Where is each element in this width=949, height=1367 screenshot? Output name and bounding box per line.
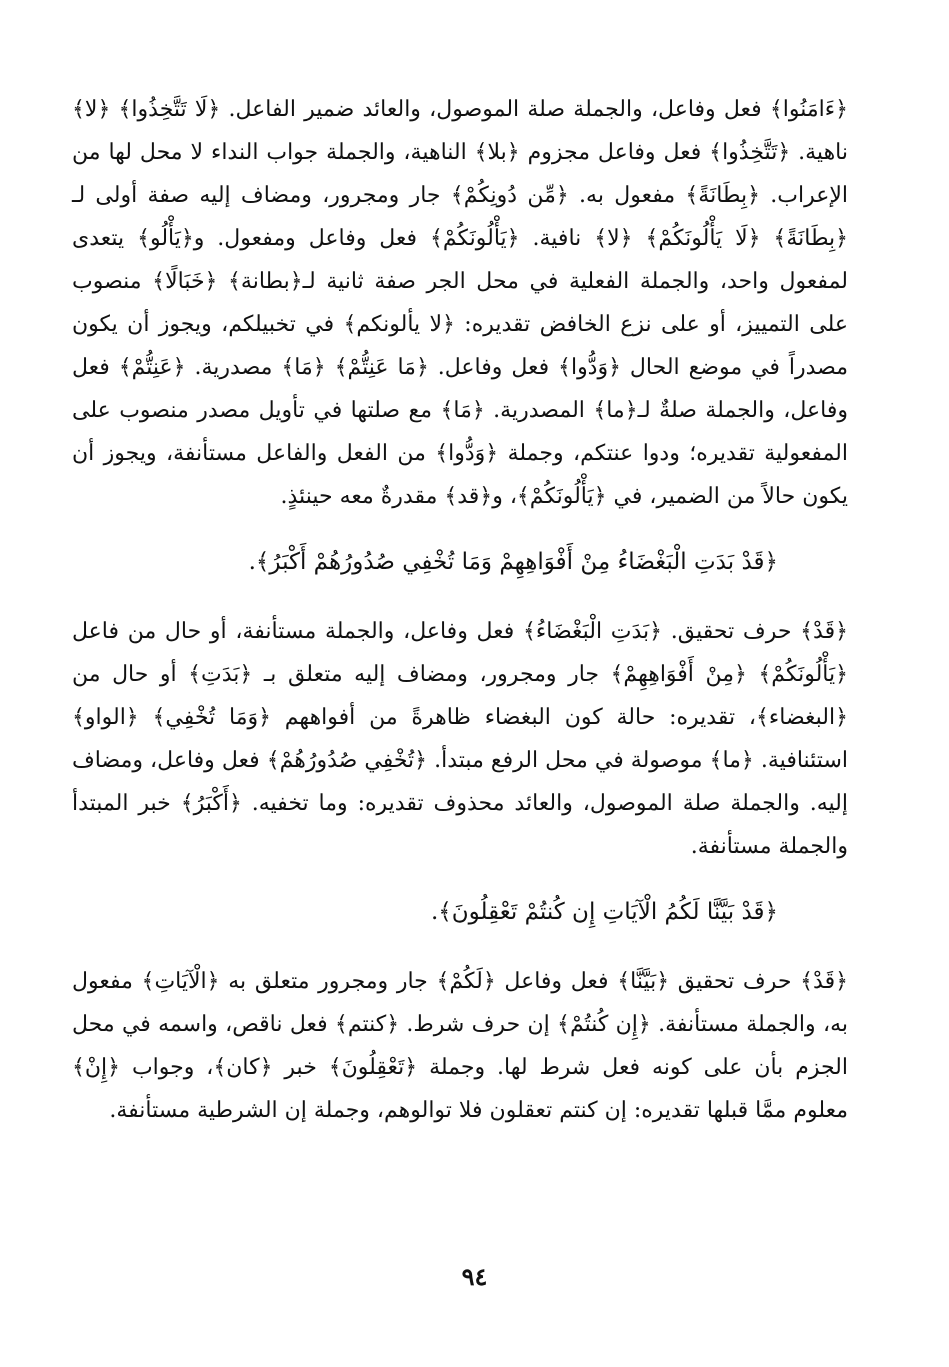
quran-verse-1: ﴿قَدْ بَدَتِ الْبَغْضَاءُ مِنْ أَفْوَاهِهِمْ وَمَا تُخْفِي صُدُورُهُمْ أَكْبَرُ﴾. — [248, 549, 778, 575]
commentary-paragraph-3: ﴿قَدْ﴾ حرف تحقيق ﴿بَيَّنَّا﴾ فعل وفاعل ﴿لَكُمْ﴾ جار ومجرور متعلق به ﴿الْآيَاتِ﴾ مفعول به، والجملة مستأنفة. ﴿إِن كُنتُمْ﴾ إن حرف شرط. ﴿كنتم﴾ فعل ناقص، واسمه في محل الجزم بأن على كونه فعل شرط لها. وجملة ﴿تَعْقِلُونَ﴾ خبر ﴿كان﴾، وجواب ﴿إِنْ﴾ معلوم ممَّا قبلها تقديره: إن كنتم تعقلون فلا توالوهم، وجملة إن الشرطية مستأنفة. — [72, 969, 848, 1123]
commentary-paragraph-1: ﴿ءَامَنُوا﴾ فعل وفاعل، والجملة صلة الموصول، والعائد ضمير الفاعل. ﴿لَا تَتَّخِذُوا﴾ ﴿لا﴾ ناهية. ﴿تَتَّخِذُوا﴾ فعل وفاعل مجزوم ﴿بلا﴾ الناهية، والجملة جواب النداء لا محل لها من الإعراب. ﴿بِطَانَةً﴾ مفعول به. ﴿مِّن دُونِكُمْ﴾ جار ومجرور، ومضاف إليه صفة أولى لـ ﴿بِطَانَةً﴾ ﴿لَا يَأْلُونَكُمْ﴾ ﴿لا﴾ نافية. ﴿يَأْلُونَكُمْ﴾ فعل وفاعل ومفعول. و﴿يَأْلُو﴾ يتعدى لمفعول واحد، والجملة الفعلية في محل الجر صفة ثانية لـ﴿بطانة﴾ ﴿خَبَالًا﴾ منصوب على التمييز، أو على نزع الخافض تقديره: ﴿لا يألونكم﴾ في تخبيلكم، ويجوز أن يكون مصدراً في موضع الحال ﴿وَدُّوا﴾ فعل وفاعل. ﴿مَا عَنِتُّمْ﴾ ﴿مَا﴾ مصدرية. ﴿عَنِتُّمْ﴾ فعل وفاعل، والجملة صلةٌ لـ﴿ما﴾ المصدرية. ﴿مَا﴾ مع صلتها في تأويل مصدر منصوب على المفعولية تقديره؛ ودوا عنتكم، وجملة ﴿وَدُّوا﴾ من الفعل والفاعل مستأنفة، ويجوز أن يكون حالاً من الضمير، في ﴿يَأْلُونَكُمْ﴾، و﴿قد﴾ مقدرةٌ معه حينئذٍ. — [72, 97, 848, 509]
page-number: ٩٤ — [461, 1262, 488, 1291]
quran-verse-2: ﴿قَدْ بَيَّنَّا لَكُمُ الْآيَاتِ إِن كُنتُمْ تَعْقِلُونَ﴾. — [430, 899, 778, 925]
page-content — [72, 88, 848, 1132]
commentary-paragraph-2: ﴿قَدْ﴾ حرف تحقيق. ﴿بَدَتِ الْبَغْضَاءُ﴾ فعل وفاعل، والجملة مستأنفة، أو حال من فاعل ﴿يَأْلُونَكُمْ﴾ ﴿مِنْ أَفْوَاهِهِمْ﴾ جار ومجرور، ومضاف إليه متعلق بـ ﴿بَدَتِ﴾ أو حال من ﴿البغضاء﴾، تقديره: حالة كون البغضاء ظاهرةً من أفواههم ﴿وَمَا تُخْفِي﴾ ﴿الواو﴾ استئنافية. ﴿ما﴾ موصولة في محل الرفع مبتدأ. ﴿تُخْفِي صُدُورُهُمْ﴾ فعل وفاعل، ومضاف إليه. والجملة صلة الموصول، والعائد محذوف تقديره: وما تخفيه. ﴿أَكْبَرُ﴾ خبر المبتدأ والجملة مستأنفة. — [72, 619, 848, 859]
